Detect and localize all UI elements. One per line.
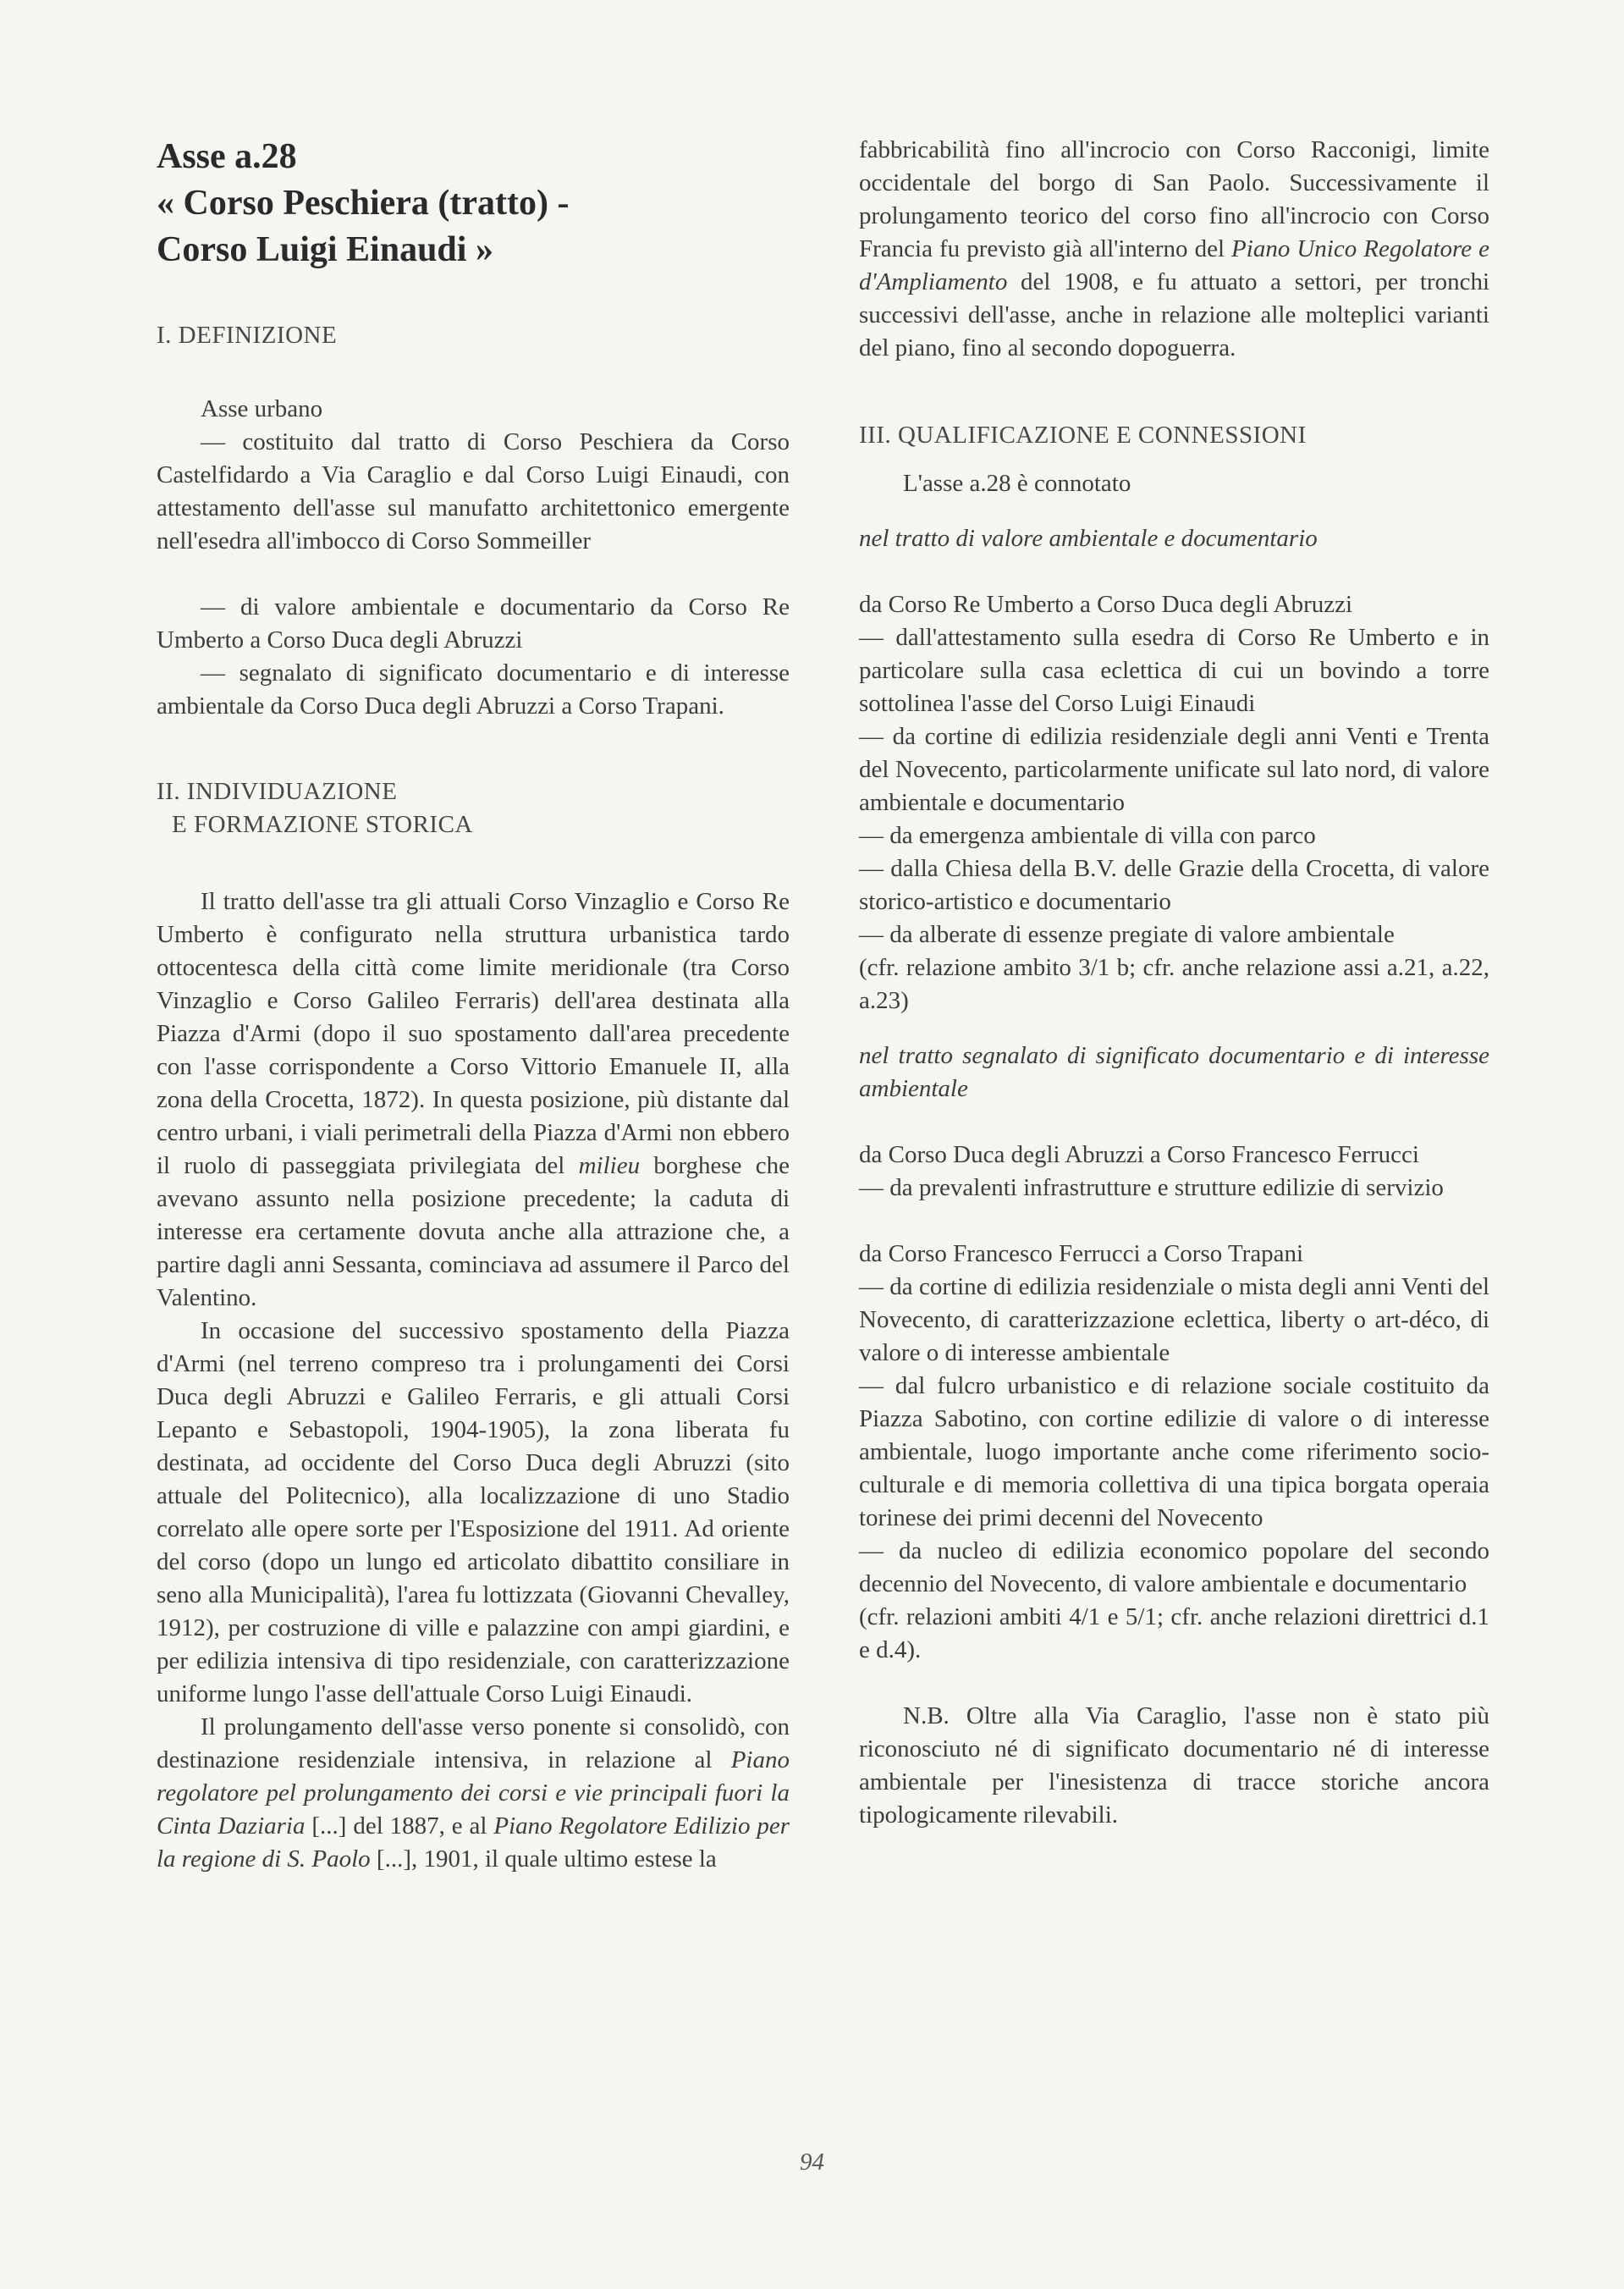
stretch-3-title: da Corso Francesco Ferrucci a Corso Trapani xyxy=(859,1240,1304,1267)
text-run-italic: Piano Regolatore Edilizio per la regione di S. Paolo xyxy=(157,1812,790,1873)
stretch-1-title: da Corso Re Umberto a Corso Duca degli Abruzzi xyxy=(859,591,1353,618)
text-run: Il tratto dell'asse tra gli attuali Corso Vinzaglio e Corso Re Umberto è configurato nella struttura urbanistica tardo ottocentesca della città come limite meridionale (tra Corso Vinzaglio e Corso Galileo Ferraris) dell'area destinata alla Piazza d'Armi (dopo il suo spostamento dall'area precedente con l'asse corrispondente a Corso Vittorio Emanuele II, alla zona della Crocetta, 1872). In questa posizione, più distante dal centro urbani, i viali perimetrali della Piazza d'Armi non ebbero il ruolo di passeggiata privilegiata del xyxy=(157,888,790,1179)
stretch-1-item-5: — da alberate di essenze pregiate di valore ambientale xyxy=(859,921,1395,948)
subsection-segnalato: nel tratto segnalato di significato documentario e di interesse ambientale xyxy=(859,1042,1489,1102)
stretch-2-item-1: — da prevalenti infrastrutture e strutture edilizie di servizio xyxy=(859,1174,1444,1201)
axis-title-line-2: « Corso Peschiera (tratto) - xyxy=(157,184,570,223)
axis-title-line-3: Corso Luigi Einaudi » xyxy=(157,230,493,269)
history-paragraph-2: In occasione del successivo spostamento della Piazza d'Armi (nel terreno compreso tra i prolungamenti dei Corsi Duca degli Abruzzi e Galileo Ferraris, e gli attuali Corsi Lepanto e Sebastopoli, 1904-1905), la zona liberata fu destinata, ad occidente del Corso Duca degli Abruzzi (sito attuale del Politecnico), alla localizzazione di uno Stadio correlato alle opere sorte per l'Esposizione del 1911. Ad oriente del corso (dopo un lungo ed articolato dibattito consiliare in seno alla Municipalità), l'area fu lottizzata (Giovanni Chevalley, 1912), per costruzione di ville e palazzine con ampi giardini, e per edilizia intensiva di tipo residenziale, con caratterizzazione uniforme lungo l'asse dell'attuale Corso Luigi Einaudi. xyxy=(157,1317,790,1707)
left-column xyxy=(157,134,790,1876)
section-heading-qualificazione: III. QUALIFICAZIONE E CONNESSIONI xyxy=(859,422,1307,449)
text-run-italic: Piano Unico Regolatore e d'Ampliamento xyxy=(859,235,1489,295)
text-run-italic: milieu xyxy=(578,1152,641,1179)
definition-item-1: — costituito dal tratto di Corso Peschiera da Corso Castelfidardo a Via Caraglio e dal Corso Luigi Einaudi, con attestamento dell'asse sul manufatto architettonico emergente nell'esedra all'imbocco di Corso Sommeiller xyxy=(157,428,790,554)
text-run: [...], 1901, il quale ultimo estese la xyxy=(370,1845,717,1873)
history-paragraph-1 xyxy=(157,885,790,1315)
right-column xyxy=(859,134,1489,1832)
section-heading-definizione: I. DEFINIZIONE xyxy=(157,322,338,349)
history-continuation xyxy=(859,134,1489,365)
definition-item-3: — segnalato di significato documentario e di interesse ambientale da Corso Duca degli Abruzzi a Corso Trapani. xyxy=(157,659,790,720)
section-heading-individuazione xyxy=(157,775,790,841)
text-run: [...] del 1887, e al xyxy=(305,1812,494,1839)
qualification-intro: L'asse a.28 è connotato xyxy=(903,470,1131,497)
nota-bene: N.B. Oltre alla Via Caraglio, l'asse non è stato più riconosciuto né di significato documentario né di interesse ambientale per l'inesistenza di tracce storiche ancora tipologicamente rilevabili. xyxy=(859,1702,1489,1828)
stretch-3-item-2: — dal fulcro urbanistico e di relazione sociale costituito da Piazza Sabotino, con cortine edilizie di valore o di interesse ambientale, luogo importante anche come riferimento socio-culturale e di memoria collettiva di una tipica borgata operaia torinese dei primi decenni del Novecento xyxy=(859,1372,1489,1531)
stretch-3-item-1: — da cortine di edilizia residenziale o mista degli anni Venti del Novecento, di caratterizzazione eclettica, liberty o art-déco, di valore o di interesse ambientale xyxy=(859,1273,1489,1366)
definition-item-2: — di valore ambientale e documentario da Corso Re Umberto a Corso Duca degli Abruzzi xyxy=(157,593,790,654)
axis-title-line-1: Asse a.28 xyxy=(157,137,297,176)
stretch-1-item-4: — dalla Chiesa della B.V. delle Grazie della Crocetta, di valore storico-artistico e documentario xyxy=(859,855,1489,915)
stretch-2-title: da Corso Duca degli Abruzzi a Corso Francesco Ferrucci xyxy=(859,1141,1419,1168)
page-number: 94 xyxy=(800,2148,824,2176)
text-run: Il prolungamento dell'asse verso ponente si consolidò, con destinazione residenziale intensiva, in relazione al xyxy=(157,1713,790,1773)
stretch-1-item-3: — da emergenza ambientale di villa con parco xyxy=(859,822,1316,849)
stretch-1-item-2: — da cortine di edilizia residenziale degli anni Venti e Trenta del Novecento, particolarmente unificate sul lato nord, di valore ambientale e documentario xyxy=(859,723,1489,816)
stretch-3-item-3: — da nucleo di edilizia economico popolare del secondo decennio del Novecento, di valore ambientale e documentario xyxy=(859,1537,1489,1597)
text-run-italic: Piano regolatore pel prolungamento dei corsi e vie principali fuori la Cinta Daziaria xyxy=(157,1746,790,1839)
text-run: borghese che avevano assunto nella posizione precedente; la caduta di interesse era certamente dovuta anche alla attrazione che, a partire dagli anni Sessanta, cominciava ad assumere il Parco del Valentino. xyxy=(157,1152,790,1311)
definition-type: Asse urbano xyxy=(201,395,323,422)
text-run: fabbricabilità fino all'incrocio con Corso Racconigi, limite occidentale del borgo di San Paolo. Successivamente il prolungamento teorico del corso fino all'incrocio con Corso Francia fu previsto già all'interno del xyxy=(859,136,1489,262)
subsection-ambientale: nel tratto di valore ambientale e documentario xyxy=(859,525,1318,552)
text-run: del 1908, e fu attuato a settori, per tronchi successivi dell'asse, anche in relazione alle molteplici varianti del piano, fino al secondo dopoguerra. xyxy=(859,268,1489,361)
stretch-3-reference: (cfr. relazioni ambiti 4/1 e 5/1; cfr. anche relazioni direttrici d.1 e d.4). xyxy=(859,1603,1489,1663)
axis-title xyxy=(157,134,790,273)
section-heading-line-1: II. INDIVIDUAZIONE xyxy=(157,778,398,805)
stretch-1-reference: (cfr. relazione ambito 3/1 b; cfr. anche relazione assi a.21, a.22, a.23) xyxy=(859,954,1489,1014)
history-paragraph-3 xyxy=(157,1711,790,1876)
stretch-1-item-1: — dall'attestamento sulla esedra di Corso Re Umberto e in particolare sulla casa eclettica di cui un bovindo a torre sottolinea l'asse del Corso Luigi Einaudi xyxy=(859,624,1489,717)
section-heading-line-2: E FORMAZIONE STORICA xyxy=(172,811,473,838)
